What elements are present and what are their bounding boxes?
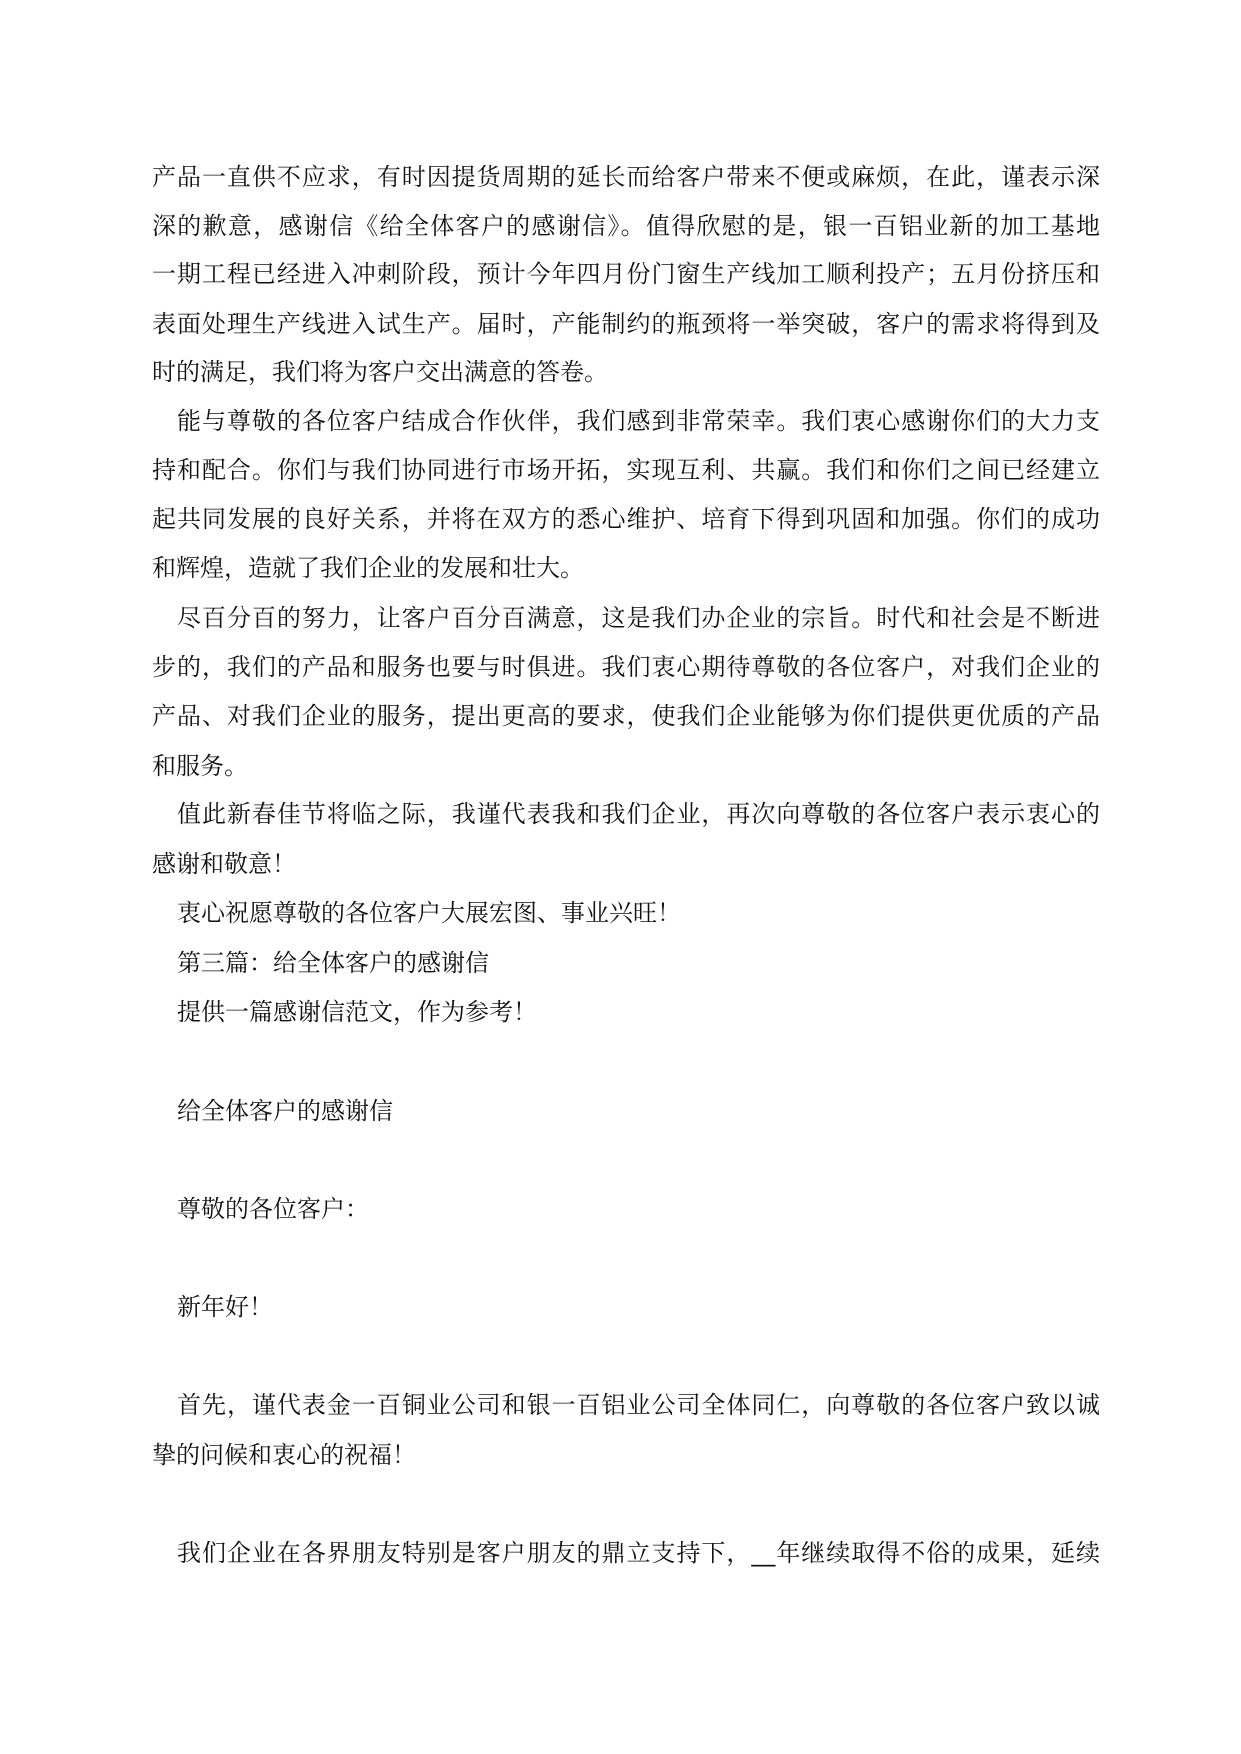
paragraph-line: 能与尊敬的各位客户结成合作伙伴，我们感到非常荣幸。我们衷心感谢你们的大力支 (177, 407, 1100, 435)
section-heading: 第三篇：给全体客户的感谢信 (177, 949, 489, 977)
paragraph-line: 起共同发展的良好关系，并将在双方的悉心维护、培育下得到巩固和加强。你们的成功 (152, 505, 1100, 533)
paragraph-line: 持和配合。你们与我们协同进行市场开拓，实现互利、共赢。我们和你们之间已经建立 (152, 456, 1100, 484)
paragraph-line: 和服务。 (152, 752, 248, 780)
paragraph-line: 产品、对我们企业的服务，提出更高的要求，使我们企业能够为你们提供更优质的产品 (152, 702, 1100, 730)
paragraph-line: 感谢和敬意！ (152, 850, 296, 878)
letter-title: 给全体客户的感谢信 (177, 1097, 393, 1125)
paragraph-line: 衷心祝愿尊敬的各位客户大展宏图、事业兴旺！ (177, 899, 681, 927)
paragraph-line: 一期工程已经进入冲刺阶段，预计今年四月份门窗生产线加工顺利投产；五月份挤压和 (152, 260, 1100, 288)
paragraph-line: 和辉煌，造就了我们企业的发展和壮大。 (152, 554, 584, 582)
paragraph-line: 表面处理生产线进入试生产。届时，产能制约的瓶颈将一举突破，客户的需求将得到及 (152, 310, 1100, 338)
paragraph-line: 我们企业在各界朋友特别是客户朋友的鼎立支持下，__年继续取得不俗的成果，延续 (177, 1539, 1100, 1567)
paragraph-line: 提供一篇感谢信范文，作为参考！ (177, 998, 537, 1026)
paragraph-line: 挚的问候和衷心的祝福！ (152, 1441, 416, 1469)
paragraph-line: 产品一直供不应求，有时因提货周期的延长而给客户带来不便或麻烦，在此，谨表示深 (152, 163, 1100, 191)
paragraph-line: 首先，谨代表金一百铜业公司和银一百铝业公司全体同仁，向尊敬的各位客户致以诚 (177, 1391, 1100, 1419)
paragraph-line: 步的，我们的产品和服务也要与时俱进。我们衷心期待尊敬的各位客户，对我们企业的 (152, 653, 1100, 681)
salutation: 尊敬的各位客户： (177, 1195, 369, 1223)
paragraph-line: 时的满足，我们将为客户交出满意的答卷。 (152, 358, 608, 386)
paragraph-line: 深的歉意，感谢信《给全体客户的感谢信》。值得欣慰的是，银一百铝业新的加工基地 (152, 212, 1100, 240)
paragraph-line: 值此新春佳节将临之际，我谨代表我和我们企业，再次向尊敬的各位客户表示衷心的 (177, 800, 1100, 828)
paragraph-line: 尽百分百的努力，让客户百分百满意，这是我们办企业的宗旨。时代和社会是不断进 (177, 604, 1100, 632)
greeting: 新年好！ (177, 1293, 273, 1321)
